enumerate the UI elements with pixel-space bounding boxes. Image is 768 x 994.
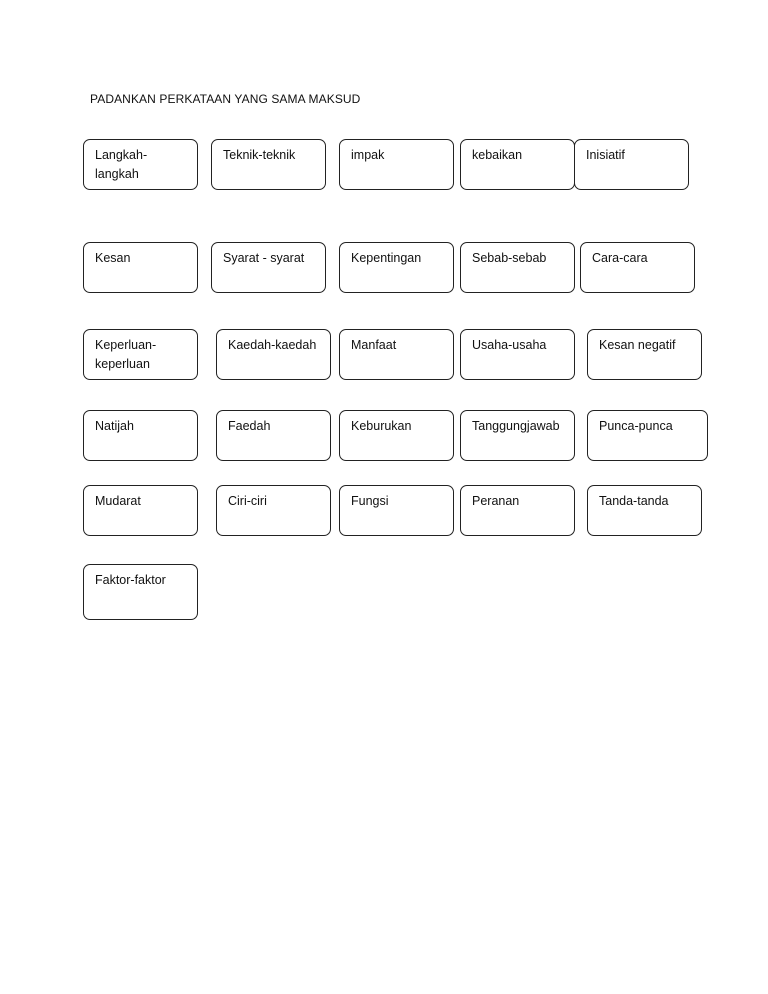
word-box [339, 485, 454, 536]
word-box [574, 139, 689, 190]
word-line: Keperluan- [95, 338, 157, 352]
word-text: Kaedah-kaedah [228, 338, 317, 352]
word-box [211, 139, 326, 190]
word-box [460, 410, 575, 461]
word-text: Cara-cara [592, 251, 648, 265]
word-box [216, 485, 331, 536]
word-text: Usaha-usaha [472, 338, 547, 352]
word-line: keperluan [95, 357, 150, 371]
word-text: Tanda-tanda [599, 494, 669, 508]
word-box [460, 242, 575, 293]
word-text: Faedah [228, 419, 271, 433]
word-box [460, 329, 575, 380]
word-box [339, 139, 454, 190]
word-box [460, 139, 575, 190]
word-box [216, 329, 331, 380]
word-box [83, 242, 198, 293]
word-box [83, 564, 198, 620]
word-box [83, 139, 198, 190]
word-box [83, 329, 198, 380]
word-text: Natijah [95, 419, 134, 433]
word-box [339, 329, 454, 380]
word-text: Mudarat [95, 494, 141, 508]
word-box [216, 410, 331, 461]
word-box [460, 485, 575, 536]
word-box [83, 485, 198, 536]
word-box [83, 410, 198, 461]
word-text: Ciri-ciri [228, 494, 267, 508]
word-box [339, 242, 454, 293]
word-text: Syarat - syarat [223, 251, 305, 265]
worksheet-title: PADANKAN PERKATAAN YANG SAMA MAKSUD [90, 92, 361, 106]
word-text: Manfaat [351, 338, 397, 352]
word-text: Teknik-teknik [223, 148, 296, 162]
word-text: kebaikan [472, 148, 523, 162]
word-text: Kesan negatif [599, 338, 676, 352]
word-box [580, 242, 695, 293]
word-text: Kesan [95, 251, 131, 265]
word-text: Peranan [472, 494, 520, 508]
word-text: Keburukan [351, 419, 412, 433]
word-box [587, 329, 702, 380]
word-text: Sebab-sebab [472, 251, 547, 265]
word-text: Inisiatif [586, 148, 625, 162]
word-box [211, 242, 326, 293]
word-text: impak [351, 148, 385, 162]
word-text: Faktor-faktor [95, 573, 166, 587]
word-line: Langkah- [95, 148, 148, 162]
word-box [587, 410, 708, 461]
word-text: Fungsi [351, 494, 389, 508]
word-box [587, 485, 702, 536]
word-box [339, 410, 454, 461]
word-line: langkah [95, 167, 139, 181]
word-text: Kepentingan [351, 251, 422, 265]
word-text: Tanggungjawab [472, 419, 560, 433]
word-text: Punca-punca [599, 419, 673, 433]
